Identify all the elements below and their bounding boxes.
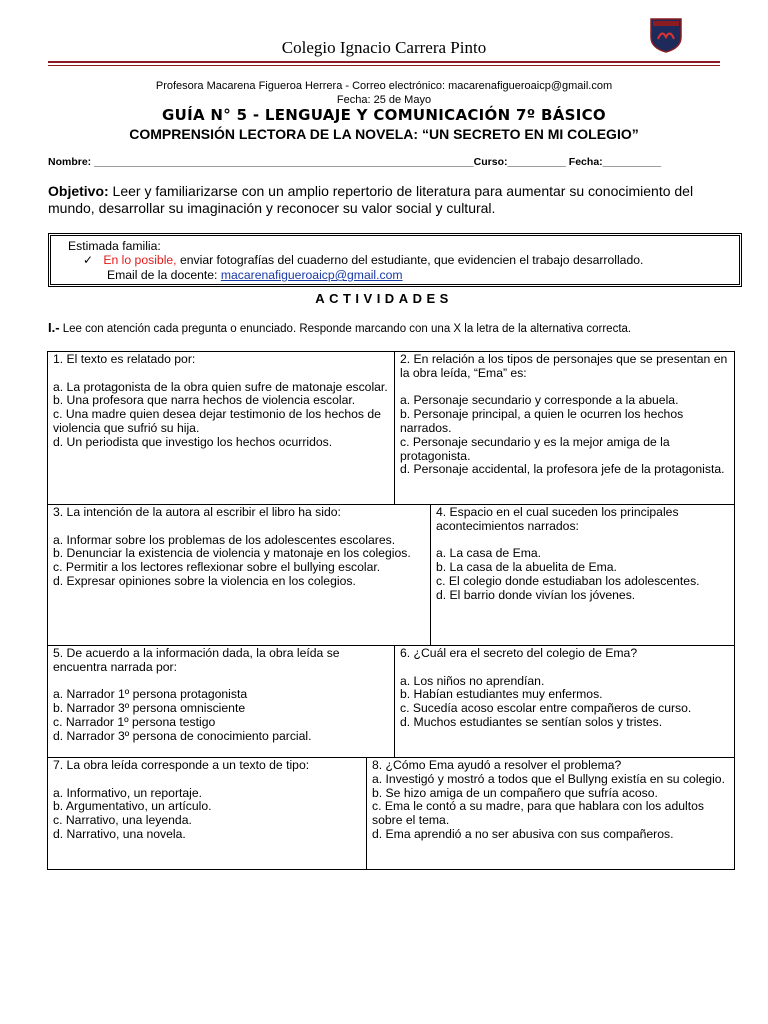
- option-c[interactable]: c. Sucedía acoso escolar entre compañeros de curso.: [400, 701, 692, 716]
- option-a[interactable]: a. La protagonista de la obra quien sufre de matonaje escolar.: [53, 379, 388, 394]
- guide-subtitle: COMPRENSIÓN LECTORA DE LA NOVELA: “UN SECRETO EN MI COLEGIO”: [129, 126, 639, 142]
- family-notice-box: [48, 233, 742, 287]
- question-1[interactable]: [47, 351, 395, 505]
- teacher-email-link[interactable]: macarenafigueroaicp@gmail.com: [220, 268, 403, 282]
- guide-title: GUÍA N° 5 - LENGUAJE Y COMUNICACIÓN 7º BÁSICO: [162, 106, 606, 124]
- question-text: 7. La obra leída corresponde a un texto de tipo:: [53, 758, 310, 772]
- option-c[interactable]: c. Narrativo, una leyenda.: [53, 813, 192, 828]
- question-3[interactable]: [47, 504, 431, 646]
- option-d[interactable]: d. Personaje accidental, la profesora jefe de la protagonista.: [400, 462, 725, 477]
- option-c[interactable]: c. Personaje secundario y es la mejor amiga de la protagonista.: [400, 434, 670, 463]
- date-line: Fecha: 25 de Mayo: [336, 94, 432, 106]
- option-a[interactable]: a. Informar sobre los problemas de los adolescentes escolares.: [53, 532, 396, 547]
- school-name: Colegio Ignacio Carrera Pinto: [281, 38, 487, 57]
- activities-title: ACTIVIDADES: [315, 291, 453, 306]
- question-8[interactable]: [366, 757, 735, 870]
- option-a[interactable]: a. Los niños no aprendían.: [400, 673, 545, 688]
- question-4[interactable]: [430, 504, 735, 646]
- question-text: 8. ¿Cómo Ema ayudó a resolver el problema?: [372, 758, 622, 772]
- option-b[interactable]: b. Denunciar la existencia de violencia y matonaje en los colegios.: [53, 546, 411, 561]
- option-d[interactable]: d. Narrativo, una novela.: [53, 826, 186, 841]
- objective-text: Leer y familiarizarse con un amplio repertorio de literatura para aumentar su conocimiento del mundo, desarrollar su imaginación y reconocer su valor social y cultural.: [48, 183, 694, 216]
- check-icon: ✓: [83, 253, 94, 267]
- option-d[interactable]: d. El barrio donde vivían los jóvenes.: [436, 587, 636, 602]
- objective-label: Objetivo:: [48, 183, 109, 199]
- family-title: Estimada familia:: [68, 239, 161, 253]
- option-c[interactable]: c. El colegio donde estudiaban los adolescentes.: [436, 573, 700, 588]
- option-a[interactable]: a. La casa de Ema.: [436, 546, 542, 561]
- option-c[interactable]: c. Narrador 1º persona testigo: [53, 714, 216, 729]
- family-email-line: [107, 268, 403, 282]
- option-a[interactable]: a. Informativo, un reportaje.: [53, 785, 203, 800]
- student-fields-line: Nombre: _________________________________________________________________Curso:__________ Fecha:__________: [48, 156, 662, 168]
- question-text: 5. De acuerdo a la información dada, la obra leída se encuentra narrada por:: [53, 646, 340, 674]
- option-c[interactable]: c. Una madre quien desea dejar testimonio de los hechos de violencia que sufrió su hija.: [53, 407, 381, 435]
- header-rule-thin: [48, 65, 720, 66]
- option-d[interactable]: d. Un periodista que investigo los hechos ocurridos.: [53, 434, 333, 449]
- option-b[interactable]: b. Personaje principal, a quien le ocurren los hechos narrados.: [400, 407, 684, 435]
- school-logo-icon: [650, 17, 682, 53]
- objective: [48, 183, 728, 217]
- option-b[interactable]: b. Se hizo amiga de un compañero que sufría acoso.: [372, 785, 658, 800]
- family-rest-text: enviar fotografías del cuaderno del estudiante, que evidencien el trabajo desarrollado.: [176, 253, 644, 267]
- email-label: Email de la docente:: [107, 268, 221, 282]
- question-text: 2. En relación a los tipos de personajes que se presentan en la obra leída, “Ema” es:: [400, 352, 728, 380]
- section-number: I.-: [48, 320, 60, 335]
- option-b[interactable]: b. Argumentativo, un artículo.: [53, 799, 212, 814]
- question-text: 4. Espacio en el cual suceden los principales acontecimientos narrados:: [436, 505, 679, 533]
- option-c[interactable]: c. Permitir a los lectores reflexionar sobre el bullying escolar.: [53, 560, 381, 575]
- option-b[interactable]: b. Habían estudiantes muy enfermos.: [400, 687, 603, 702]
- option-a[interactable]: a. Narrador 1º persona protagonista: [53, 687, 248, 702]
- question-text: 3. La intención de la autora al escribir el libro ha sido:: [53, 505, 341, 519]
- option-d[interactable]: d. Muchos estudiantes se sentían solos y tristes.: [400, 714, 663, 729]
- teacher-line: Profesora Macarena Figueroa Herrera - Correo electrónico: macarenafigueroaicp@gmail.com: [155, 80, 613, 92]
- activities-instruction: [48, 320, 631, 335]
- option-a[interactable]: a. Investigó y mostró a todos que el Bullyng existía en su colegio.: [372, 771, 725, 786]
- question-7[interactable]: [47, 757, 367, 870]
- question-5[interactable]: [47, 645, 395, 758]
- option-d[interactable]: d. Ema aprendió a no ser abusiva con sus compañeros.: [372, 826, 674, 841]
- option-d[interactable]: d. Narrador 3º persona de conocimiento parcial.: [53, 728, 312, 743]
- option-a[interactable]: a. Personaje secundario y corresponde a la abuela.: [400, 393, 679, 408]
- question-6[interactable]: [394, 645, 735, 758]
- header-rule: [48, 61, 720, 63]
- family-bullet: [83, 253, 643, 267]
- question-text: 6. ¿Cuál era el secreto del colegio de Ema?: [400, 646, 638, 660]
- option-b[interactable]: b. Narrador 3º persona omnisciente: [53, 701, 246, 716]
- instruction-text: Lee con atención cada pregunta o enunciado. Responde marcando con una X la letra de la alternativa correcta.: [59, 323, 632, 335]
- question-text: 1. El texto es relatado por:: [53, 352, 196, 366]
- option-d[interactable]: d. Expresar opiniones sobre la violencia en los colegios.: [53, 573, 356, 588]
- family-red-text: En lo posible,: [103, 253, 177, 267]
- option-c[interactable]: c. Ema le contó a su madre, para que hablara con los adultos sobre el tema.: [372, 799, 704, 828]
- option-b[interactable]: b. La casa de la abuelita de Ema.: [436, 560, 617, 575]
- question-2[interactable]: [394, 351, 735, 505]
- option-b[interactable]: b. Una profesora que narra hechos de violencia escolar.: [53, 393, 356, 408]
